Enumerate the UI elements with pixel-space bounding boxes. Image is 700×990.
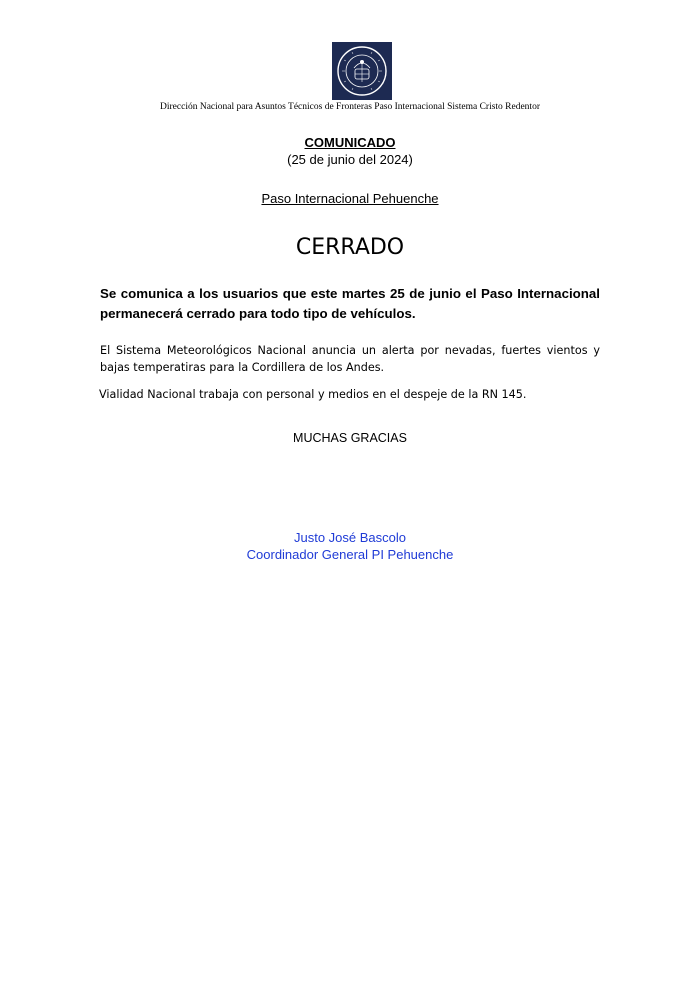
- closing-thanks: MUCHAS GRACIAS: [293, 431, 407, 445]
- pass-name: Paso Internacional Pehuenche: [261, 191, 439, 206]
- notice-date: (25 de junio del 2024): [287, 152, 413, 167]
- agency-name: Dirección Nacional para Asuntos Técnicos de Fronteras Paso Internacional Sistema Cristo Redentor: [160, 102, 540, 112]
- weather-paragraph: El Sistema Meteorológicos Nacional anuncia un alerta por nevadas, fuertes vientos y bajas temperatiras para la Cordillera de los Andes.: [100, 344, 600, 374]
- notice-heading: COMUNICADO: [304, 135, 396, 150]
- pass-status: CERRADO: [295, 235, 405, 260]
- lead-paragraph: Se comunica a los usuarios que este martes 25 de junio el Paso Internacional permanecerá cerrado para todo tipo de vehículos.: [100, 286, 600, 321]
- signatory-name: Justo José Bascolo: [293, 530, 406, 545]
- roadworks-paragraph: Vialidad Nacional trabaja con personal y medios en el despeje de la RN 145.: [99, 388, 527, 401]
- ministry-seal-logo: [332, 42, 392, 100]
- signatory-title: Coordinador General PI Pehuenche: [246, 547, 454, 562]
